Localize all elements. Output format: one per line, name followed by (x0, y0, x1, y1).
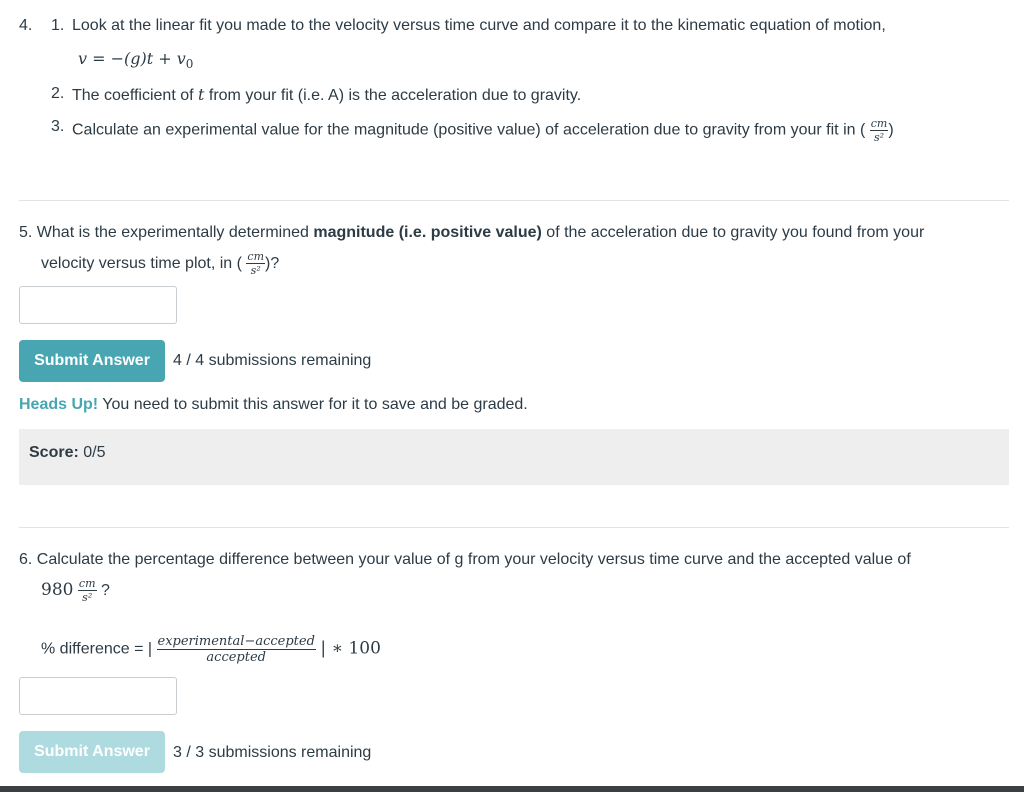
divider (19, 200, 1009, 201)
q4-item-1 (51, 17, 886, 35)
question-6-text (19, 544, 1009, 606)
q4-item-2 (51, 85, 582, 105)
q5-text: 5. What is the experimentally determined (19, 224, 314, 241)
item-text: Calculate an experimental value for the magnitude (positive value) of acceleration due to gravity from your fit in ( (72, 121, 866, 139)
accepted-value: 980 (41, 580, 74, 600)
heads-up-label: Heads Up! (19, 396, 99, 413)
formula-multiplier: | ∗ 100 (320, 638, 381, 659)
question-5-text (19, 217, 1009, 279)
q5-text: of the acceleration due to gravity you found from your (541, 224, 925, 241)
q5-submit-button[interactable]: Submit Answer (19, 340, 165, 382)
item-text: Look at the linear fit you made to the velocity versus time curve and compare it to the kinematic equation of motion, (72, 17, 886, 34)
bottom-bar (0, 786, 1024, 792)
units-numerator: cm (247, 250, 264, 264)
formula-label: % difference = | (41, 640, 153, 658)
q5-answer-input[interactable] (19, 286, 177, 324)
q6-answer-input[interactable] (19, 677, 177, 715)
q5-submissions-remaining: 4 / 4 submissions remaining (173, 352, 372, 369)
item-text: from your fit (i.e. A) is the acceleration due to gravity. (204, 87, 582, 104)
q6-text: 6. Calculate the percentage difference between your value of g from your velocity versus time curve and the accepted value of (19, 551, 911, 568)
units-numerator: cm (870, 117, 888, 130)
units-fraction (870, 118, 889, 143)
item-number: 3. (51, 118, 65, 135)
variable-t: t (198, 85, 205, 104)
heads-up-notice (19, 396, 528, 414)
q5-text: )? (265, 255, 280, 272)
equation-subscript: 0 (185, 57, 194, 72)
kinematic-equation (78, 49, 193, 71)
units-fraction (246, 251, 265, 276)
units-denominator: s² (250, 264, 261, 278)
q5-text: velocity versus time plot, in ( (41, 255, 242, 272)
q6-submissions-remaining: 3 / 3 submissions remaining (173, 744, 372, 761)
formula-denominator: accepted (206, 650, 266, 665)
q4-item-3 (51, 117, 894, 144)
heads-up-text: You need to submit this answer for it to save and be graded. (98, 396, 528, 413)
item-text: The coefficient of (72, 87, 198, 104)
units-numerator: cm (78, 577, 96, 591)
score-value: 0/5 (78, 444, 106, 461)
score-panel (19, 429, 1009, 485)
q6-text: ? (96, 582, 110, 599)
formula-numerator: experimental−accepted (157, 634, 315, 649)
units-denominator: s² (874, 131, 885, 144)
q6-submit-button[interactable]: Submit Answer (19, 731, 165, 773)
divider (19, 527, 1009, 528)
item-text: ) (888, 121, 894, 139)
units-fraction (78, 578, 97, 603)
score-label: Score: (29, 444, 79, 461)
item-number: 2. (51, 85, 65, 102)
question-number: 4. (19, 17, 33, 34)
percent-difference-formula (41, 635, 381, 664)
equation-text: v = −(g)t + v (78, 49, 186, 68)
formula-fraction (157, 635, 316, 664)
units-denominator: s² (82, 591, 93, 605)
item-number: 1. (51, 17, 65, 34)
q5-bold-text: magnitude (i.e. positive value) (313, 224, 542, 241)
